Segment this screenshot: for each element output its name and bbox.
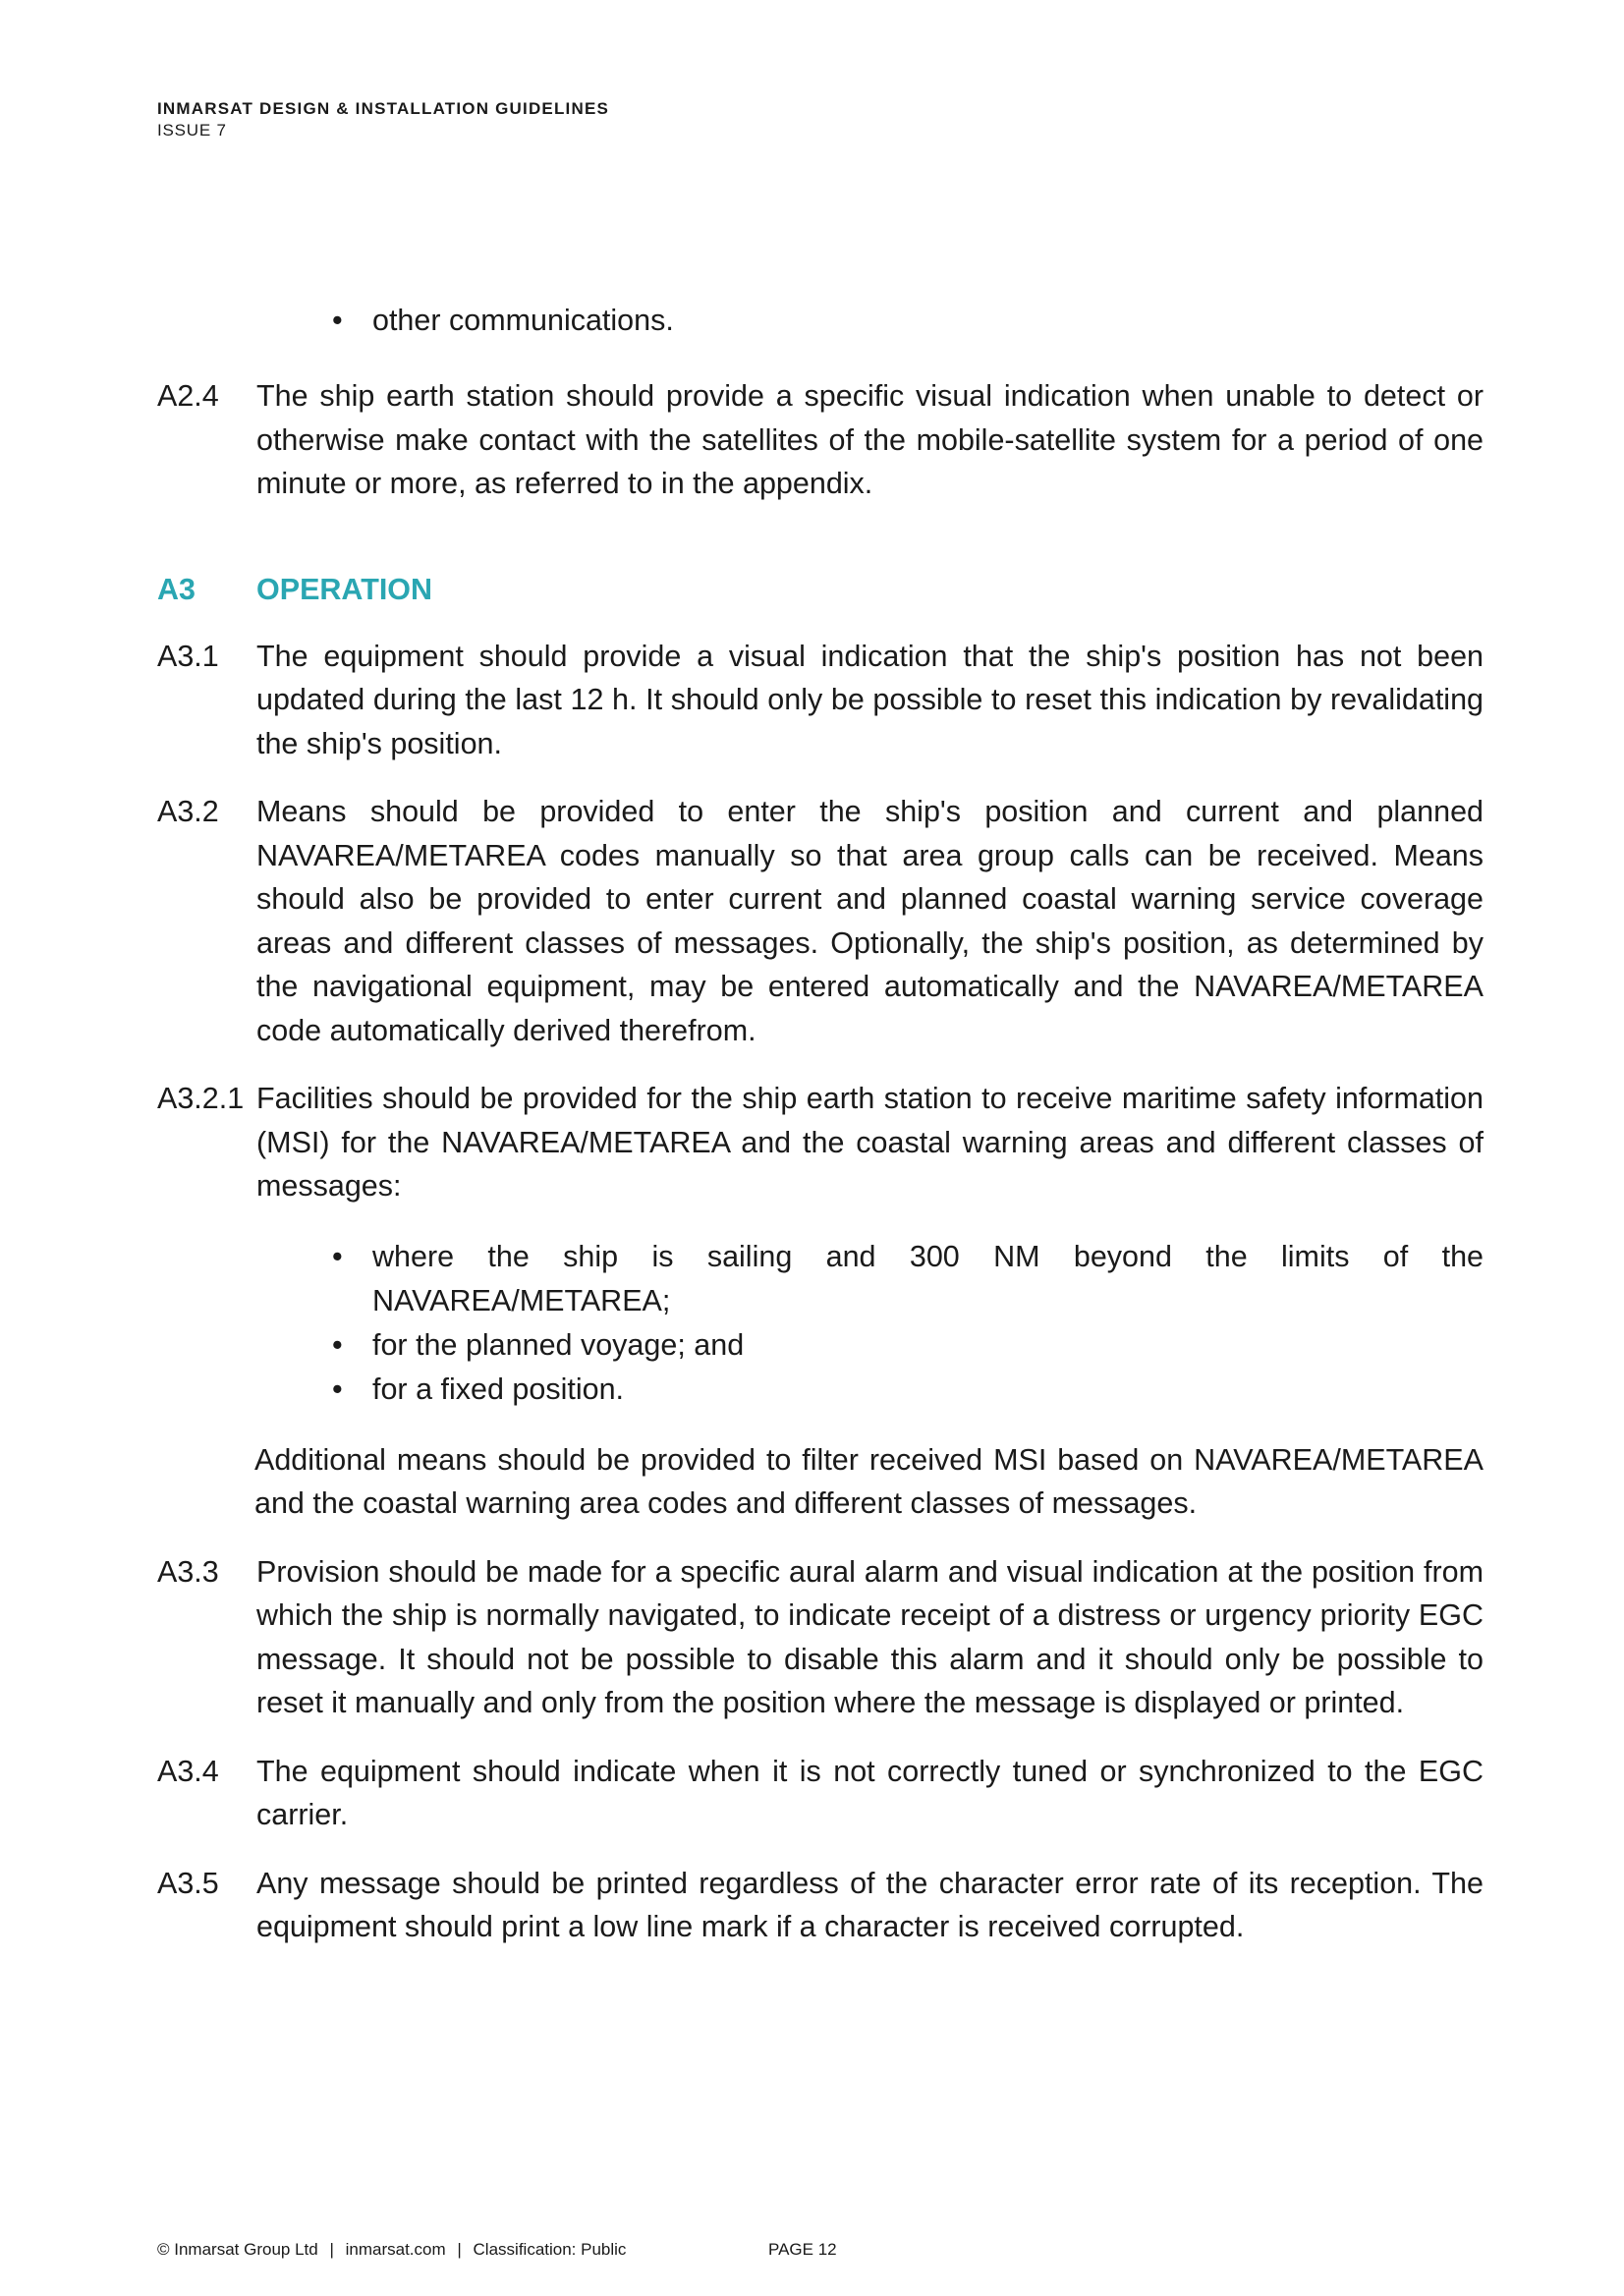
clause-text: The equipment should provide a visual indication that the ship's position has not been updated during the last 12 h. It should only be possible to reset this indication by revalidating the ship's position. xyxy=(256,639,1484,760)
page-number: PAGE 12 xyxy=(768,2240,837,2259)
bullet-icon: • xyxy=(332,1327,343,1362)
document-title: INMARSAT DESIGN & INSTALLATION GUIDELINES xyxy=(157,99,610,118)
section-heading-a3 xyxy=(157,568,1484,611)
footer-separator: | xyxy=(329,2240,334,2259)
clause-number: A3.2 xyxy=(157,795,219,828)
footer-site-link[interactable]: inmarsat.com xyxy=(345,2240,446,2259)
clause-text: The equipment should indicate when it is not correctly tuned or synchronized to the EGC carrier. xyxy=(256,1754,1484,1831)
section-number: A3 xyxy=(157,572,196,606)
list-item-text: for the planned voyage; and xyxy=(372,1327,745,1362)
list-item xyxy=(157,1323,1484,1368)
page-content xyxy=(157,299,1484,1949)
clause-text: Means should be provided to enter the ship's position and current and planned NAVAREA/METAREA codes manually so that area group calls can be received. Means should also be provided to enter current and planned coastal warning service coverage areas and different classes of messages. Optionally, the ship's position, as determined by the navigational equipment, may be entered automatically and the NAVAREA/METAREA code automatically derived therefrom. xyxy=(256,795,1484,1047)
list-item-text: for a fixed position. xyxy=(372,1372,625,1406)
clause-number: A3.4 xyxy=(157,1754,219,1788)
clause-a3-4 xyxy=(157,1750,1484,1837)
clause-text: The ship earth station should provide a specific visual indication when unable to detect or otherwise make contact with the satellites of the mobile-satellite system for a period of one minute or more, as referred to in the appendix. xyxy=(256,379,1484,500)
clause-a3-1 xyxy=(157,635,1484,766)
footer-separator: | xyxy=(457,2240,462,2259)
clause-text: Facilities should be provided for the ship earth station to receive maritime safety information (MSI) for the NAVAREA/METAREA and the coastal warning areas and different classes of messages: xyxy=(256,1082,1484,1203)
clause-a3-2 xyxy=(157,790,1484,1052)
clause-number: A2.4 xyxy=(157,379,219,413)
bullet-item xyxy=(157,299,1484,343)
page-header xyxy=(157,98,609,141)
additional-paragraph: Additional means should be provided to filter received MSI based on NAVAREA/METAREA and the coastal warning area codes and different classes of messages. xyxy=(254,1442,1484,1520)
clause-a3-3 xyxy=(157,1550,1484,1725)
clause-a3-5 xyxy=(157,1862,1484,1949)
footer-copyright: © Inmarsat Group Ltd xyxy=(157,2240,318,2259)
bullet-icon: • xyxy=(332,1239,343,1273)
bullet-icon: • xyxy=(332,1372,343,1406)
bullet-icon: • xyxy=(332,304,343,337)
list-item xyxy=(157,1235,1484,1323)
document-issue: ISSUE 7 xyxy=(157,121,227,140)
clause-text: Provision should be made for a specific aural alarm and visual indication at the position from which the ship is normally navigated, to indicate receipt of a distress or urgency priority EGC message. It should not be possible to disable this alarm and it should only be possible to reset it manually and only from the position where the message is displayed or printed. xyxy=(256,1554,1484,1719)
clause-number: A3.1 xyxy=(157,639,219,673)
clause-a2-4 xyxy=(157,374,1484,506)
clause-text: Any message should be printed regardless of the character error rate of its reception. The equipment should print a low line mark if a character is received corrupted. xyxy=(256,1866,1484,1943)
list-item-text: where the ship is sailing and 300 NM beyond the limits of the NAVAREA/METAREA; xyxy=(372,1239,1484,1317)
section-title: OPERATION xyxy=(256,572,433,606)
clause-a3-2-1 xyxy=(157,1077,1484,1208)
page-footer xyxy=(157,2239,837,2261)
footer-classification: Classification: Public xyxy=(473,2240,627,2259)
bullet-text: other communications. xyxy=(372,304,674,337)
clause-number: A3.3 xyxy=(157,1554,219,1589)
list-item xyxy=(157,1368,1484,1412)
clause-number: A3.2.1 xyxy=(157,1082,245,1115)
msi-bullet-list xyxy=(157,1235,1484,1412)
clause-number: A3.5 xyxy=(157,1866,219,1900)
